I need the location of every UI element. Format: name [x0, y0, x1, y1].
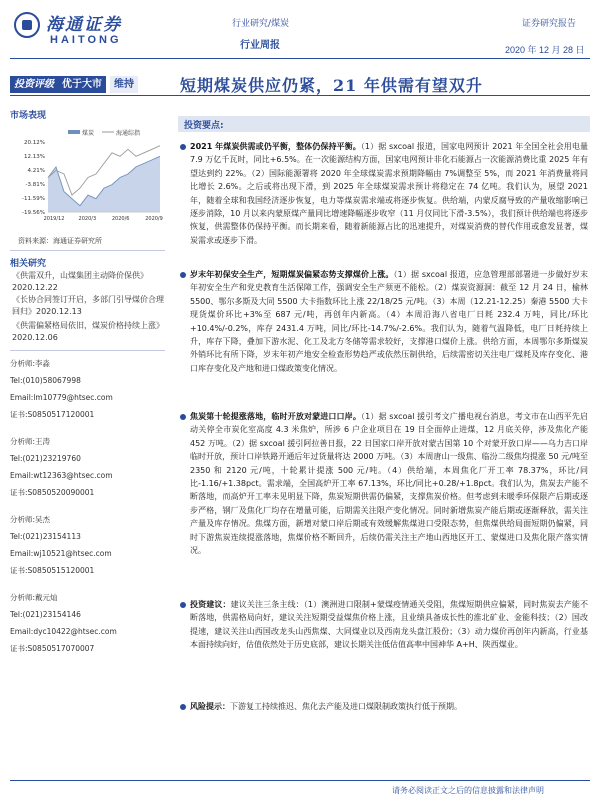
- related-item[interactable]: 《长协合同签订开启，多部门引导煤价合理回归》2020.12.13: [12, 295, 164, 316]
- paragraph-text: （1）据 sxcoal 报道，国家电网预计 2021 年全国全社会用电量 7.9 万亿千瓦时，同比+6.5%。在一次能源结构方面，国家电网预计非化石能源占一次能源消费比重 2025 年有望达到约 22%。（2）国际能源署将 2020 年全球煤炭需求预期降幅由 7%调整至 5%，而 2021 年消费量将同比增长 2.6%。之后或将出现下滑，到 2025 年全球煤炭需求预计将稳定在 74 亿吨。我们认为，展望 2021 年，随着全球和我国经济逐步恢复，电力等煤炭需求端或将逐步恢复。供给端，内蒙反腐导致的产量收缩影响已逐步消除，10 月以来内蒙原煤产量同比增速降幅逐步收窄（11 月仅同比下滑-3.5%），我们预计供给端也将逐步恢复，供需整体仍保持平衡。而长期来看，随着新能源占比的迅速提升，对煤炭消费的替代作用或愈发显著，煤炭需求或逐步下滑。: [190, 142, 588, 245]
- legend-index: 海通综指: [116, 130, 141, 137]
- y-tick-label: 4.21%: [27, 168, 45, 174]
- logo-en: HAITONG: [50, 34, 122, 46]
- analyst-name: 分析师:戴元灿: [10, 593, 58, 602]
- page-title: 短期煤炭供应仍紧，21 年供需有望双升: [180, 76, 483, 95]
- analyst-email[interactable]: Email:dyc10422@htsec.com: [10, 627, 117, 636]
- body-paragraph: [190, 598, 588, 652]
- analyst-email[interactable]: Email:wt12363@htsec.com: [10, 471, 113, 480]
- title-divider: [10, 95, 590, 96]
- rating-label: 投资评级: [10, 76, 58, 93]
- analyst-name: 分析师:吴杰: [10, 515, 51, 524]
- x-tick-label: 2020/3: [78, 216, 97, 222]
- analyst-name: 分析师:王涛: [10, 437, 51, 446]
- footer-disclaimer[interactable]: 请务必阅读正文之后的信息披露和法律声明: [392, 786, 544, 795]
- bullet-icon: [180, 704, 186, 710]
- legend-coal: 煤炭: [82, 130, 95, 137]
- analyst-tel: Tel:(021)23219760: [10, 454, 81, 463]
- rating-strip: [10, 76, 138, 93]
- related-item[interactable]: 《供需偏紧格局依旧，煤炭价格持续上涨》2020.12.06: [12, 321, 164, 342]
- analyst-cert: 证书:S0850517070007: [10, 644, 95, 653]
- related-heading: 相关研究: [10, 259, 47, 269]
- analyst-cert: 证书:S0850517120001: [10, 410, 95, 419]
- paragraph-text: （1）据 sxcoal 援引考文广播电视台消息，考文市在山西平先启动关停全市炭化室高度 4.3 米焦炉，所涉 6 户企业项目在 19 日全面停止进煤，12 月底关停，涉及焦化产能 452 万吨。（2）据 sxcoal 援引阿拉善日报，22 日国家口岸开放对蒙古国第 10 个对蒙开放口岸——乌力吉口岸临时开放，预计口岸铁路开通后年过货量将达 2000 万吨。（3）本周唐山一级焦、临汾二级焦均提涨 50 元/吨至 2350 和 2120 元/吨，十轮累计提涨 500 元/吨。（4）供给端，本周焦化厂开工率 78.37%，环比/同比-1.16/+1.38pct。需求端，全国高炉开工率 67.13%，环比/同比+0.28/+1.8pct。我们认为，焦炭去产能不断落地，而高炉开工率未见明显下降，焦炭短期供需仍偏紧，支撑焦炭价格。但考虑到未暖季环保限产后期或逐步严格，钢厂及焦化厂均存在增量可能，后期需关注限产变化情况。同时新增焦炭产能后期或逐渐释放，需关注产量及库存情况。焦煤方面，新增对蒙口岸后期或有效缓解焦煤进口受限态势，但焦煤供给局面短期仍偏紧，同时下游焦炭连续提涨落地，焦煤价格不断回升，后续仍需关注主产地山西地区开工、蒙煤进口及焦化限产落实情况。: [190, 412, 588, 556]
- x-axis: [44, 216, 163, 222]
- section-heading-bar: [178, 116, 590, 132]
- chart-legend: [68, 129, 140, 137]
- y-axis: [22, 140, 45, 216]
- y-tick-label: -19.56%: [22, 210, 45, 216]
- bullet-icon: [180, 602, 186, 608]
- y-tick-label: -3.81%: [25, 182, 45, 188]
- paragraph-text: （1）据 sxcoal 报道，应急管理部部署进一步做好岁末年初安全生产和党史教育生活保障工作，强调安全生产须更不能松。（2）煤炭资源洞：截至 12 月 24 日，榆林 5500、鄂尔多斯及大同 5500 大卡指数环比上涨 22/18/25 元/吨。（3）本周（12.21-12.25）秦港 5500 大卡现货煤价环比+3%至 687 元/吨，再创年内新高。（4）本周沿海八省电厂日耗 232.4 万吨，同比/环比+10.4%/-0.2%，库存 2431.4 万吨，同比/环比-14.7%/-2.6%。我们认为，随着气温降低，电厂日耗持续上升，库存下降，叠加下游水泥、化工及北方冬储等需求较好，支撑港口煤价上涨。供给方面，本周鄂尔多斯煤炭外销环比有所下降，岁末年初产地安全检查形势趋严或依然压制供给，后续需密切关注电厂煤耗及库存变化、港口库存变化及产地和进口煤政策变化情况。: [190, 270, 588, 373]
- y-tick-label: 20.12%: [24, 140, 45, 146]
- body-paragraph: [190, 140, 588, 247]
- legend-swatch-coal: [68, 130, 80, 134]
- market-heading: 市场表现: [10, 111, 47, 121]
- body-paragraph: [190, 410, 588, 557]
- logo-mark-inner: [22, 20, 32, 30]
- sidebar-divider: [10, 350, 165, 351]
- paragraph-lead: 风险提示：: [190, 702, 230, 711]
- analyst-cert: 证书:S0850515120001: [10, 566, 95, 575]
- header-divider: [10, 58, 590, 59]
- related-item[interactable]: 《供需双升，山煤集团主动降价保供》: [12, 271, 148, 280]
- paragraph-text: 下游复工持续推迟、焦化去产能及进口煤限制政策执行低于预期。: [230, 702, 462, 711]
- paragraph-lead: 2021 年煤炭供需或仍平衡，整体仍保持平衡。: [190, 142, 361, 151]
- rating-value: 优于大市: [58, 76, 106, 93]
- market-chart: [10, 126, 165, 222]
- analyst-cert: 证书:S0850520090001: [10, 488, 95, 497]
- rating-action: 维持: [110, 76, 138, 93]
- analyst-email[interactable]: Email:lm10779@htsec.com: [10, 393, 113, 402]
- body-paragraph: [190, 700, 588, 713]
- analyst-tel: Tel:(010)58067998: [10, 376, 81, 385]
- y-tick-label: -11.59%: [22, 196, 45, 202]
- chart-series: [48, 146, 160, 212]
- analyst-name: 分析师:李淼: [10, 359, 51, 368]
- y-tick-label: 12.13%: [24, 154, 45, 160]
- header-date: 2020 年 12 月 28 日: [505, 45, 585, 55]
- series-area-coal: [48, 156, 160, 212]
- analyst-tel: Tel:(021)23154113: [10, 532, 81, 541]
- bullet-icon: [180, 144, 186, 150]
- footer-divider: [10, 780, 590, 781]
- paragraph-lead: 焦炭第十轮提涨落地，临时开放对蒙进口口岸。: [190, 412, 361, 421]
- header-report-type: 行业周报: [240, 40, 280, 51]
- bullet-icon: [180, 272, 186, 278]
- header-report-label: 证券研究报告: [522, 19, 577, 29]
- header-category: 行业研究/煤炭: [232, 19, 290, 29]
- logo-cn: 海通证券: [46, 15, 122, 35]
- analyst-tel: Tel:(021)23154146: [10, 610, 81, 619]
- bullet-icon: [180, 414, 186, 420]
- chart-source: 资料来源：海通证券研究所: [18, 237, 102, 245]
- x-tick-label: 2020/6: [111, 216, 130, 222]
- paragraph-lead: 投资建议：: [190, 600, 231, 609]
- x-tick-label: 2019/12: [43, 216, 65, 222]
- section-heading: 投资要点:: [184, 121, 224, 131]
- analyst-email[interactable]: Email:wj10521@htsec.com: [10, 549, 112, 558]
- logo-mark: [14, 12, 40, 38]
- related-date: 2020.12.22: [12, 283, 58, 292]
- x-tick-label: 2020/9: [145, 216, 163, 222]
- paragraph-text: 建议关注三条主线：（1）澳洲进口限制+蒙煤疫情通关受阻，焦煤短期供应偏紧，同时焦炭去产能不断落地，供需格局向好，建议关注短期受益煤焦价格上涨，且业绩具备成长性的淮北矿业、金能科技；（2）国改提速，建议关注山西国改龙头山西焦煤、大同煤业以及西南龙头盘江股份；（3）动力煤价再创年内新高，行业基本面持续向好，估值依然处于历史底部，建议长期关注低估值高率中国神华 A+H、陕西煤业。: [190, 600, 588, 650]
- body-paragraph: [190, 268, 588, 375]
- sidebar-divider: [10, 250, 165, 251]
- paragraph-lead: 岁末年初保安全生产，短期煤炭偏紧态势支撑煤价上涨。: [190, 270, 394, 279]
